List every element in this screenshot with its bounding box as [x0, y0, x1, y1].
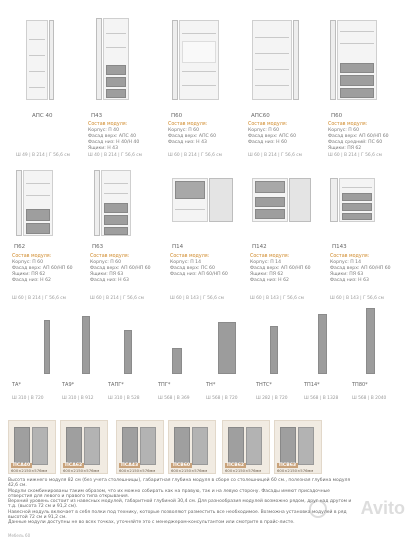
facade-dims: Ш 282 | В 720: [256, 396, 288, 401]
pencil-size: 600×2150×576мм: [119, 468, 156, 473]
cabinet-p14[interactable]: [168, 166, 244, 306]
facade-dims: Ш 310 | В 912: [62, 396, 94, 401]
cabinet-name: П14: [172, 244, 184, 250]
footer-line: Высота нижнего модуля 82 см (без учета столешницы), габаритная глубина модуля в сборе со столешницей 60 см., полезная глубина модуля 42,6 см.: [8, 478, 351, 489]
cabinet-body: [101, 170, 131, 236]
footer-line: Навесной модуль включает в себя полки под технику, которые позволяют разместить все необходимое. Возможна установка модулей в ряд высотой 72 см и 91,2 см.: [8, 509, 347, 521]
facade-dims: Ш 568 | В 720: [206, 396, 238, 401]
pencil-label: ПСВ60: [173, 463, 191, 468]
facade-dims: Ш 568 | В 369: [158, 396, 190, 401]
cabinet-aps40[interactable]: [16, 16, 76, 164]
facade-ta9[interactable]: [82, 316, 90, 374]
pencil-size: 600×2150×576мм: [225, 468, 262, 473]
footer-line: Данные модули доступны не во всех точках, уточняйте это с менеджером-консультантом или смотрите в прайс-листе.: [8, 520, 295, 526]
cabinet-aps60[interactable]: [248, 16, 322, 164]
cabinet-dims: Ш 60 | В 143 | Г 56,6 см: [330, 296, 384, 301]
cabinet-p63[interactable]: [88, 166, 164, 306]
cabinet-name: П43: [91, 113, 103, 119]
pencil-case-psa40[interactable]: [8, 420, 56, 474]
cabinet-dims: Ш 49 | В 214 | Г 56,6 см: [16, 153, 70, 158]
cabinet-body: [103, 18, 129, 100]
cabinet-p60-drawers[interactable]: [328, 16, 408, 164]
pencil-case-psv62[interactable]: [222, 420, 270, 474]
pencil-label: ПСВ62: [227, 463, 245, 468]
cabinet-door: [209, 178, 233, 222]
cabinet-dims: Ш 60 | В 143 | Г 56,6 см: [250, 296, 304, 301]
facade-name: ТА9*: [62, 382, 75, 388]
cabinet-dims: Ш 60 | В 214 | Г 56,6 см: [168, 153, 222, 158]
cabinet-body: [26, 20, 48, 100]
cabinet-composition: Состав модуля: Корпус: П 14 Фасад верх: АП 60/НП 60 Ящики: ПЯ 63 Фасад низ: Н 63: [330, 254, 391, 283]
cabinet-name: П62: [14, 244, 26, 250]
cabinet-composition: Состав модуля: Корпус: П 60 Фасад верх: АП 60/НП 60 Ящики: ПЯ 63 Фасад низ: Н 63: [90, 254, 151, 283]
cabinet-dims: Ш 60 | В 214 | Г 56,6 см: [90, 296, 144, 301]
pencil-size: 600×2150×576мм: [63, 468, 100, 473]
corner-logo: Мебель 60: [8, 533, 31, 538]
facade-dims: Ш 568 | В 2040: [352, 396, 387, 401]
cabinet-name: П142: [252, 244, 267, 250]
pencil-case-psv60[interactable]: [168, 420, 216, 474]
cabinet-body: [172, 178, 208, 222]
facade-dims: Ш 310 | В 720: [12, 396, 44, 401]
cabinet-p60[interactable]: [168, 16, 240, 164]
cabinet-name: П60: [171, 113, 183, 119]
cabinet-composition: Состав модуля: Корпус: П 60 Фасад верх: АП 60/НП 60 Фасад средний: ПС 60 Ящики: ПЯ 62: [328, 122, 389, 151]
facade-name: ТНТС*: [256, 382, 272, 388]
watermark-icon: [309, 500, 327, 518]
cabinet-door: [289, 178, 311, 222]
facade-name: ТПГ*: [158, 382, 171, 388]
cabinet-door: [94, 170, 100, 236]
cabinet-composition: Состав модуля: Корпус: П 60 Фасад верх: АП 60/НП 60 Ящики: ПЯ 62 Фасад низ: Н 62: [12, 254, 73, 283]
pencil-case-psa43[interactable]: [116, 420, 164, 474]
cabinet-dims: Ш 60 | В 214 | Г 56,6 см: [328, 153, 382, 158]
pencil-size: 600×2150×576мм: [277, 468, 314, 473]
facade-tn[interactable]: [218, 322, 236, 374]
pencil-label: ПСА43: [121, 463, 139, 468]
cabinet-door: [172, 20, 178, 100]
cabinet-name: П63: [92, 244, 104, 250]
cabinet-name: П60: [331, 113, 343, 119]
facade-tpg[interactable]: [172, 348, 182, 374]
cabinet-composition: Состав модуля: Корпус: П 14 Фасад верх: ПС 60 Фасад низ: АП 60/НП 60: [170, 254, 228, 277]
cabinet-door: [49, 20, 54, 100]
cabinet-name: АПС60: [251, 113, 270, 119]
footer-line: Модули скомбинированы таким образом, что их можно собирать как на правую, так и на левую сторону. Фасады имеют присадочные отверстия для левого и правого типа открывания.: [8, 488, 330, 499]
cabinet-door: [16, 170, 22, 236]
cabinet-body: [339, 178, 375, 222]
cabinet-body: [252, 178, 288, 222]
pencil-label: ПСА40: [13, 463, 31, 468]
cabinet-door: [293, 20, 299, 100]
cabinet-door: [330, 178, 338, 222]
pencil-label: ПСА62: [65, 463, 83, 468]
cabinet-body: [252, 20, 292, 100]
cabinet-p43[interactable]: [88, 16, 158, 164]
facade-name: ТП80*: [352, 382, 368, 388]
cabinet-composition: Состав модуля: Корпус: П 60 Фасад верх: АПС 60 Фасад низ: Н 43: [168, 122, 217, 145]
cabinet-name: П143: [332, 244, 347, 250]
pencil-size: 600×2150×576мм: [11, 468, 48, 473]
cabinet-p142[interactable]: [248, 166, 326, 306]
cabinet-body: [337, 20, 377, 100]
facade-ta[interactable]: [44, 320, 50, 374]
footer-notes: [8, 478, 353, 526]
cabinet-dims: Ш 60 | В 214 | Г 56,6 см: [12, 296, 66, 301]
pencil-label: ПСВ63: [279, 463, 297, 468]
cabinet-p62[interactable]: [8, 166, 84, 306]
cabinet-body: [179, 20, 219, 100]
pencil-size: 600×2150×576мм: [171, 468, 208, 473]
footer-line: Верхний уровень состоит из навесных модулей, габаритной глубиной 30,4 см. Для разнообразия модулей возможно рядом, друг над другом и т.д. (высота 72 см и 91,2 см).: [8, 499, 352, 510]
facade-tnts[interactable]: [270, 326, 278, 374]
facade-tp80[interactable]: [366, 308, 375, 374]
facade-tapg[interactable]: [124, 330, 132, 374]
cabinet-composition: Состав модуля: Корпус: П 40 Фасад верх: АПС 40 Фасад низ: Н 40/Н 40 Ящики: Н 43: [88, 122, 140, 151]
cabinet-composition: Состав модуля: Корпус: П 60 Фасад верх: АПС 60 Фасад низ: Н 60: [248, 122, 297, 145]
cabinet-dims: Ш 60 | В 214 | Г 56,6 см: [248, 153, 302, 158]
watermark: Avito: [360, 498, 405, 518]
facade-name: ТАПГ*: [108, 382, 124, 388]
facade-tp14[interactable]: [318, 314, 327, 374]
facade-name: ТН*: [206, 382, 216, 388]
cabinet-name: АПС 40: [32, 113, 53, 119]
facade-dims: Ш 568 | В 1328: [304, 396, 339, 401]
cabinet-body: [23, 170, 53, 236]
cabinet-dims: Ш 40 | В 214 | Г 56,6 см: [88, 153, 142, 158]
pencil-case-psv63[interactable]: [274, 420, 322, 474]
facade-name: ТП14*: [304, 382, 320, 388]
cabinet-door: [330, 20, 336, 100]
cabinet-dims: Ш 60 | В 143 | Г 56,6 см: [170, 296, 224, 301]
cabinet-composition: Состав модуля: Корпус: П 14 Фасад верх: АП 60/НП 60 Ящики: ПЯ 62 Фасад низ: Н 62: [250, 254, 311, 283]
facade-name: ТА*: [12, 382, 21, 388]
cabinet-p143[interactable]: [328, 166, 410, 306]
facade-dims: Ш 310 | В 528: [108, 396, 140, 401]
pencil-case-psa62[interactable]: [60, 420, 108, 474]
cabinet-door: [96, 18, 102, 100]
